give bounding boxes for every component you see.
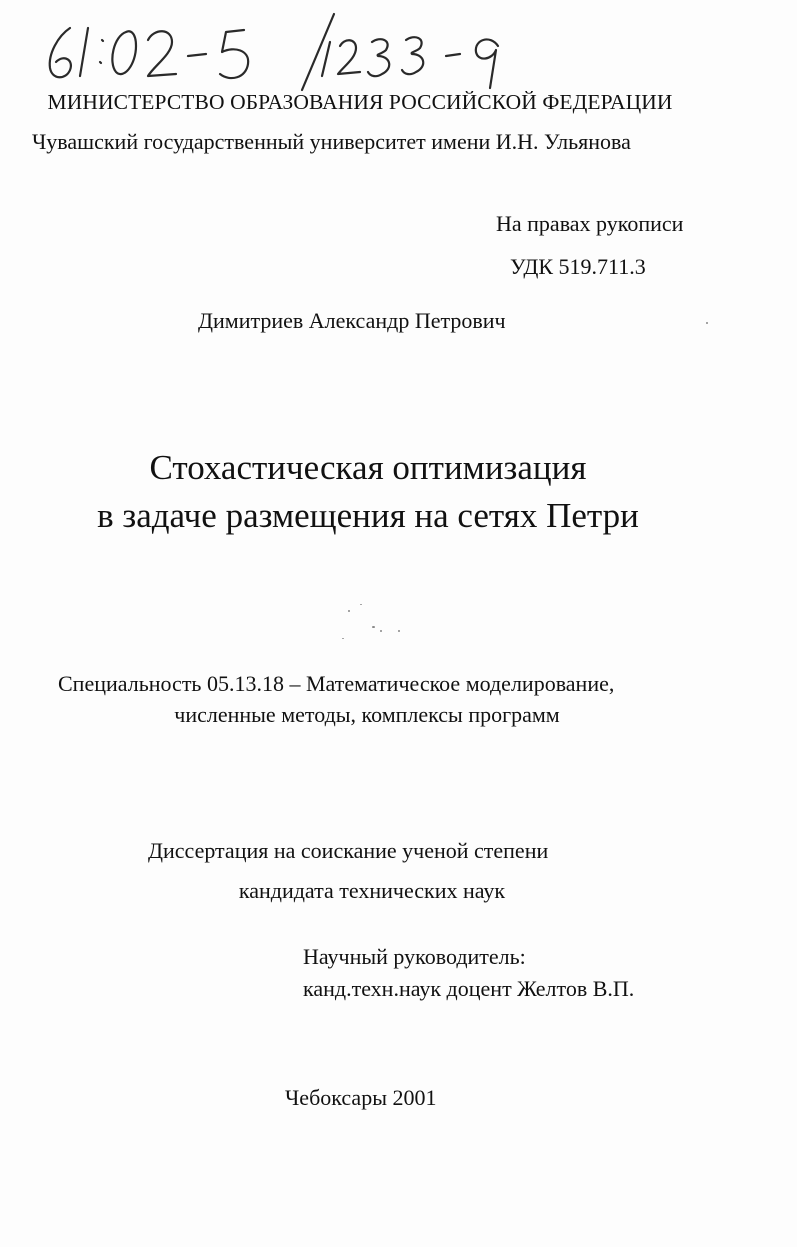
advisor-name: канд.техн.наук доцент Желтов В.П. — [303, 976, 635, 1001]
handwritten-archive-number — [30, 6, 510, 96]
scan-speck — [380, 630, 382, 632]
ministry-heading: МИНИСТЕРСТВО ОБРАЗОВАНИЯ РОССИЙСКОЙ ФЕДЕРАЦИИ — [47, 90, 673, 114]
scan-speck — [348, 610, 350, 612]
advisor-label: Научный руководитель: — [303, 944, 526, 969]
university-name: Чувашский государственный университет имени И.Н. Ульянова — [32, 129, 631, 154]
specialty-line-1: Специальность 05.13.18 – Математическое моделирование, — [58, 671, 615, 696]
specialty-line-2: численные методы, комплексы программ — [174, 702, 560, 727]
thesis-title-line-1: Стохастическая оптимизация — [149, 448, 587, 487]
scan-speck — [360, 604, 362, 605]
handwriting-strokes — [30, 6, 510, 96]
dissertation-line-2: кандидата технических наук — [238, 878, 506, 903]
rights-note: На правах рукописи — [496, 211, 684, 236]
scan-speck — [706, 322, 708, 324]
scan-speck — [398, 630, 400, 632]
city-year: Чебоксары 2001 — [285, 1085, 437, 1110]
scan-speck — [372, 626, 375, 628]
dissertation-line-1: Диссертация на соискание ученой степени — [148, 838, 549, 863]
scan-speck — [342, 638, 344, 639]
thesis-title-line-2: в задаче размещения на сетях Петри — [97, 496, 639, 535]
author-name: Димитриев Александр Петрович — [198, 308, 506, 333]
udk-code: УДК 519.711.3 — [510, 254, 646, 279]
